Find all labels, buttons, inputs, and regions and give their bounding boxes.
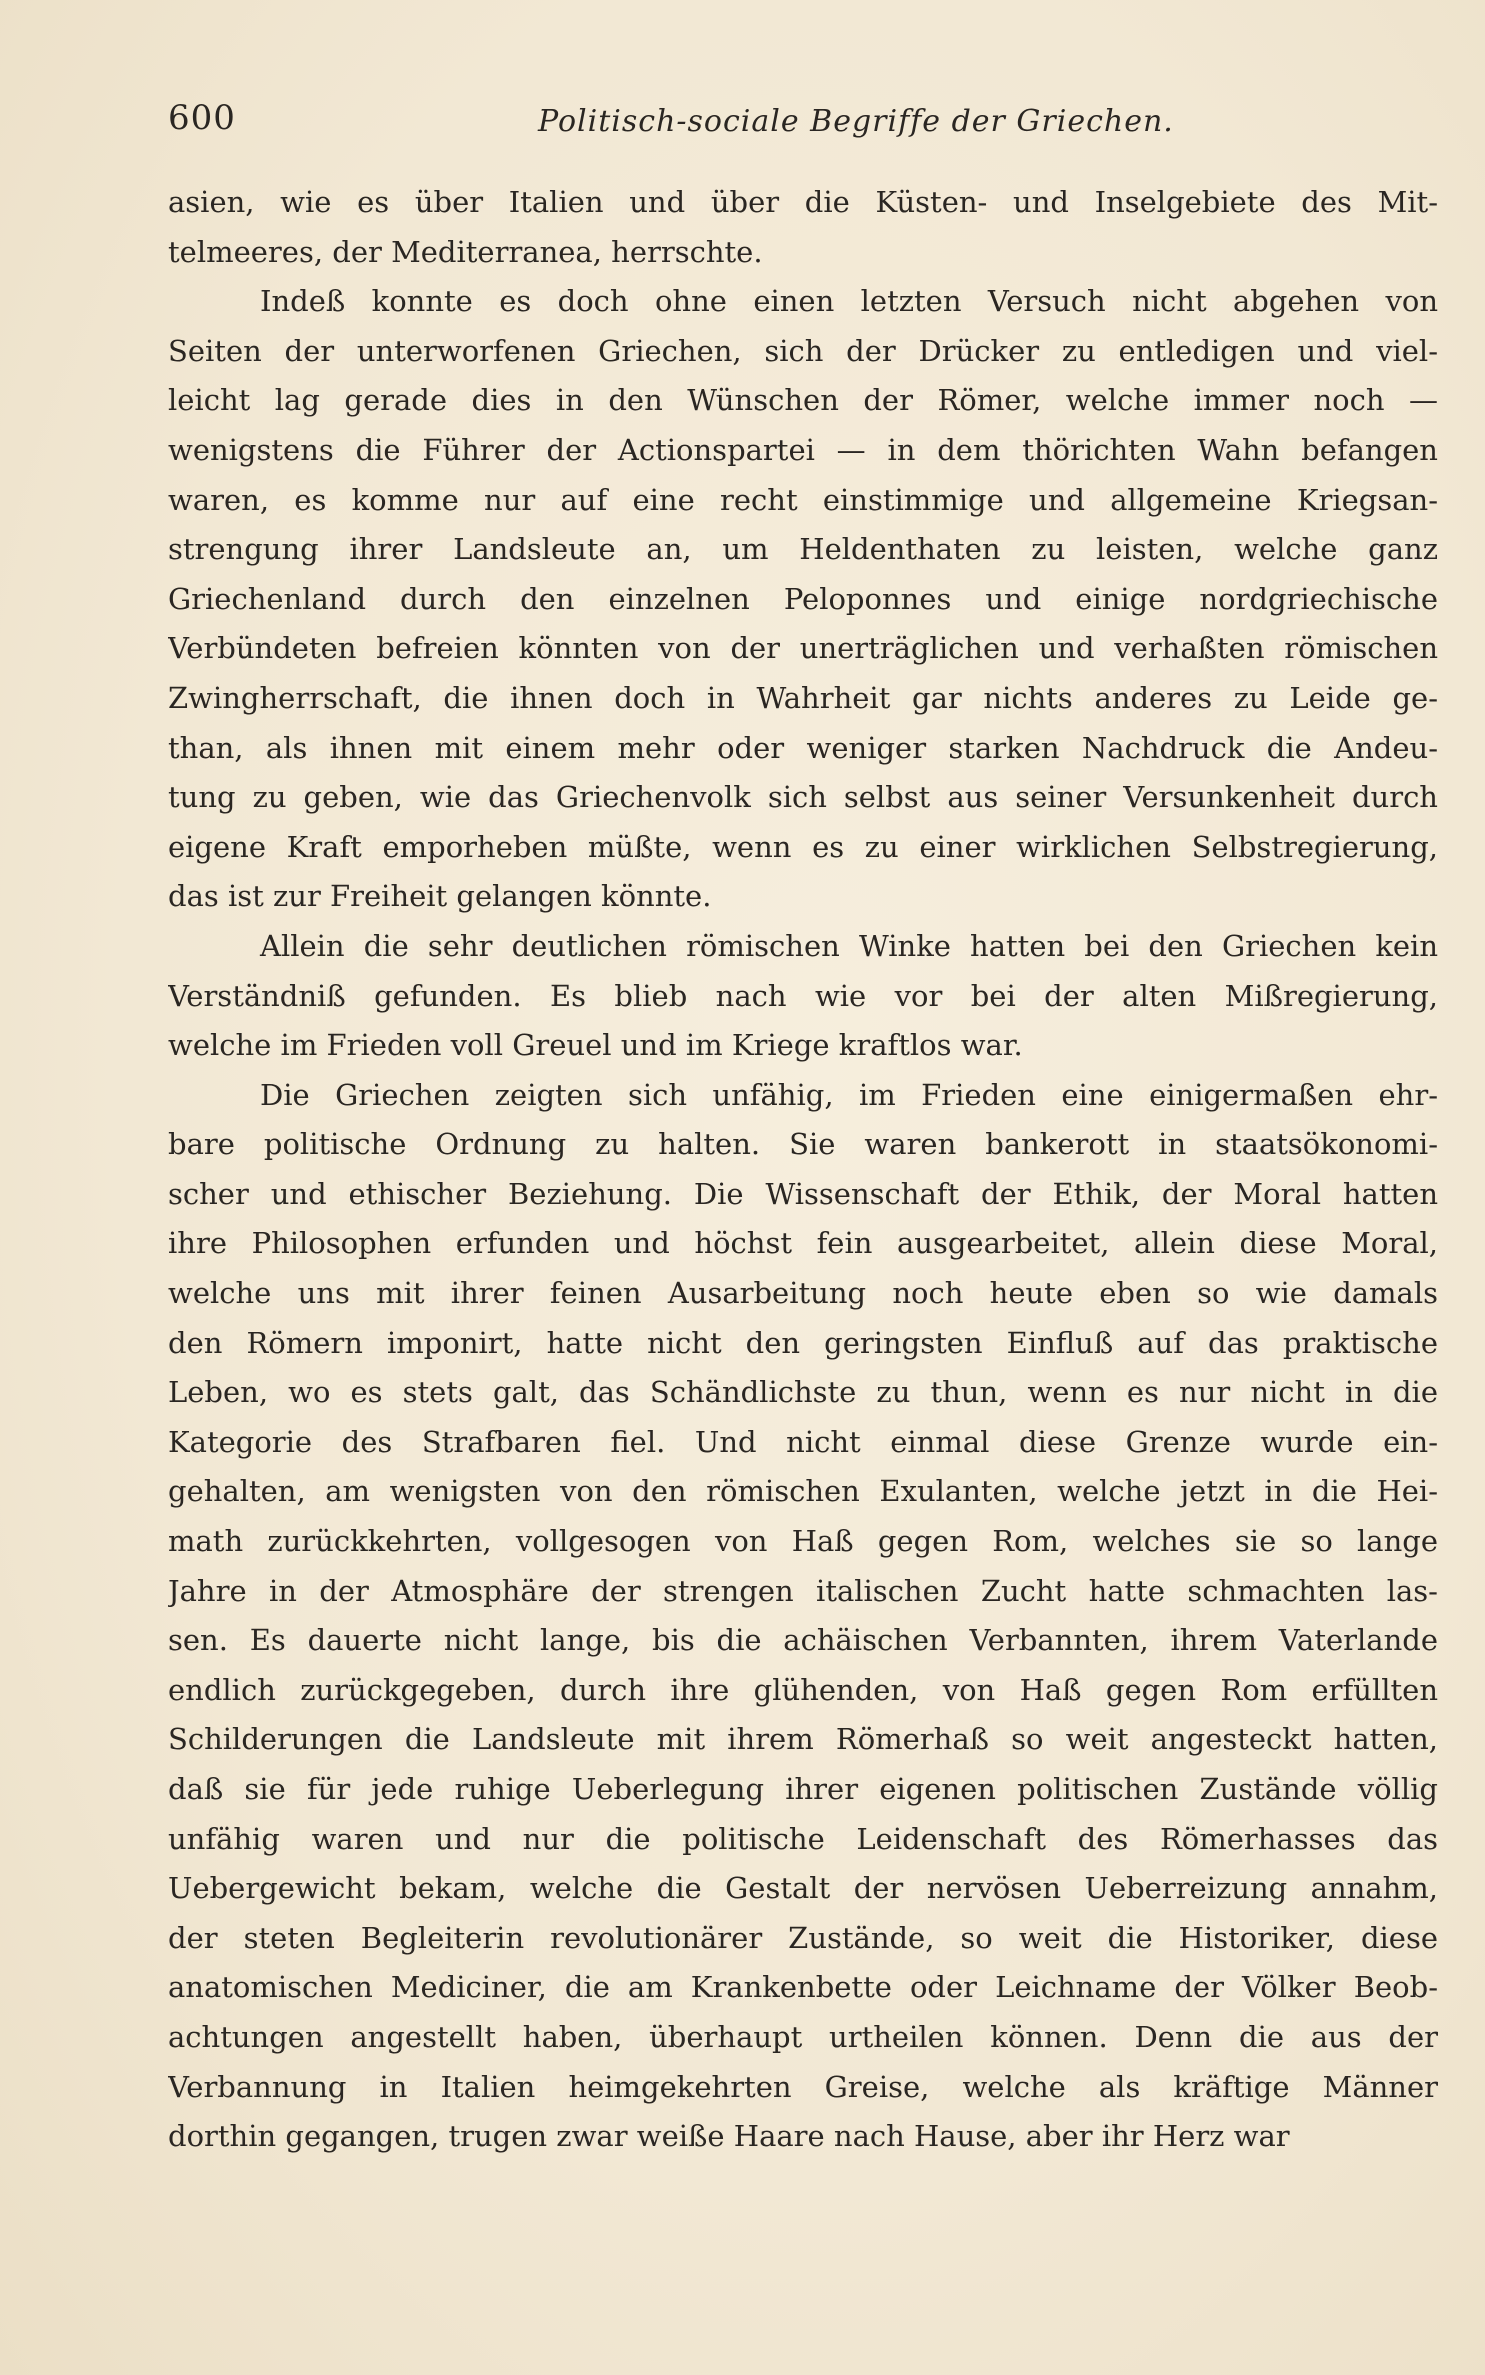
text-line: Uebergewicht bekam, welche die Gestalt der nervösen Ueberreizung annahm, <box>168 1871 1438 1906</box>
text-line: tung zu geben, wie das Griechenvolk sich selbst aus seiner Versunkenheit durch <box>168 780 1438 815</box>
text-line: leicht lag gerade dies in den Wünschen der Römer, welche immer noch — <box>168 383 1438 418</box>
text-line: anatomischen Mediciner, die am Krankenbette oder Leichname der Völker Beob- <box>168 1970 1438 2005</box>
text-line: Allein die sehr deutlichen römischen Winke hatten bei den Griechen kein <box>260 928 1438 963</box>
text-line: Verbündeten befreien könnten von der unerträglichen und verhaßten römischen <box>168 631 1438 666</box>
paragraph <box>168 178 1438 277</box>
text-line: Schilderungen die Landsleute mit ihrem Römerhaß so weit angesteckt hatten, <box>168 1722 1438 1757</box>
text-line: Verbannung in Italien heimgekehrten Greise, welche als kräftige Männer <box>168 2069 1438 2104</box>
text-line: der steten Begleiterin revolutionärer Zustände, so weit die Historiker, diese <box>168 1920 1438 1955</box>
text-line: eigene Kraft emporheben müßte, wenn es zu einer wirklichen Selbstregierung, <box>168 829 1438 864</box>
text-line: welche im Frieden voll Greuel und im Kriege kraftlos war. <box>168 1028 1023 1063</box>
text-line: den Römern imponirt, hatte nicht den geringsten Einfluß auf das praktische <box>168 1325 1438 1360</box>
text-line: Zwingherrschaft, die ihnen doch in Wahrheit gar nichts anderes zu Leide ge- <box>168 680 1438 715</box>
page-number: 600 <box>168 98 236 138</box>
running-title: Politisch-sociale Begriffe der Griechen. <box>538 104 1174 139</box>
text-line: bare politische Ordnung zu halten. Sie waren bankerott in staatsökonomi- <box>168 1127 1438 1162</box>
text-line: endlich zurückgegeben, durch ihre glühenden, von Haß gegen Rom erfüllten <box>168 1672 1438 1707</box>
text-line: telmeeres, der Mediterranea, herrschte. <box>168 234 763 269</box>
text-line: Die Griechen zeigten sich unfähig, im Frieden eine einigermaßen ehr- <box>260 1077 1438 1112</box>
text-line: ihre Philosophen erfunden und höchst fein ausgearbeitet, allein diese Moral, <box>168 1226 1438 1261</box>
text-line: strengung ihrer Landsleute an, um Heldenthaten zu leisten, welche ganz <box>168 532 1438 567</box>
text-line: Griechenland durch den einzelnen Peloponnes und einige nordgriechische <box>168 581 1438 616</box>
text-line: dorthin gegangen, trugen zwar weiße Haare nach Hause, aber ihr Herz war <box>168 2119 1290 2154</box>
text-line: Seiten der unterworfenen Griechen, sich der Drücker zu entledigen und viel- <box>168 333 1438 368</box>
text-line: achtungen angestellt haben, überhaupt urtheilen können. Denn die aus der <box>168 2019 1438 2054</box>
text-line: welche uns mit ihrer feinen Ausarbeitung noch heute eben so wie damals <box>168 1276 1438 1311</box>
text-line: Kategorie des Strafbaren fiel. Und nicht einmal diese Grenze wurde ein- <box>168 1424 1438 1459</box>
text-line: unfähig waren und nur die politische Leidenschaft des Römerhasses das <box>168 1821 1438 1856</box>
paragraph <box>168 277 1438 922</box>
text-line: asien, wie es über Italien und über die Küsten- und Inselgebiete des Mit- <box>168 185 1438 219</box>
text-line: daß sie für jede ruhige Ueberlegung ihrer eigenen politischen Zustände völlig <box>168 1772 1438 1806</box>
text-line: waren, es komme nur auf eine recht einstimmige und allgemeine Kriegsan- <box>168 482 1438 517</box>
text-line: sen. Es dauerte nicht lange, bis die achäischen Verbannten, ihrem Vaterlande <box>168 1623 1438 1658</box>
text-line: gehalten, am wenigsten von den römischen Exulanten, welche jetzt in die Hei- <box>168 1474 1438 1509</box>
text-line: Leben, wo es stets galt, das Schändlichste zu thun, wenn es nur nicht in die <box>168 1375 1438 1410</box>
text-line: than, als ihnen mit einem mehr oder weniger starken Nachdruck die Andeu- <box>168 730 1438 765</box>
text-line: Jahre in der Atmosphäre der strengen italischen Zucht hatte schmachten las- <box>168 1573 1438 1608</box>
text-line: scher und ethischer Beziehung. Die Wissenschaft der Ethik, der Moral hatten <box>168 1176 1438 1211</box>
paragraph <box>168 1071 1438 2162</box>
text-line: Indeß konnte es doch ohne einen letzten Versuch nicht abgehen von <box>260 284 1438 319</box>
page-header <box>168 98 1438 148</box>
text-line: math zurückkehrten, vollgesogen von Haß gegen Rom, welches sie so lange <box>168 1524 1438 1559</box>
text-line: Verständniß gefunden. Es blieb nach wie vor bei der alten Mißregierung, <box>168 978 1438 1013</box>
text-line: wenigstens die Führer der Actionspartei — in dem thörichten Wahn befangen <box>168 432 1438 467</box>
paragraph <box>168 922 1438 1071</box>
body-text <box>168 178 1438 2162</box>
text-line: das ist zur Freiheit gelangen könnte. <box>168 879 712 914</box>
